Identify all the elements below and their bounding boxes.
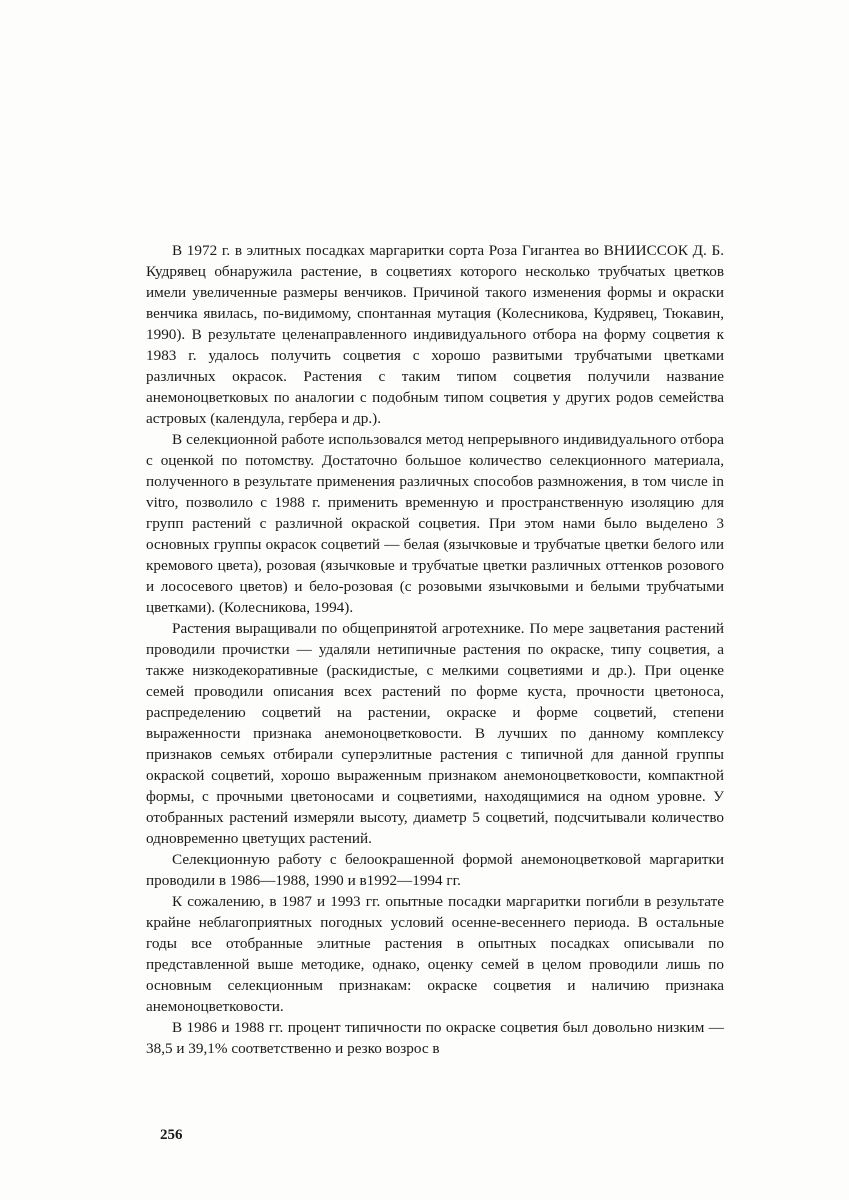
body-text bbox=[146, 240, 724, 1059]
paragraph-2: В селекционной работе использовался метод непрерывного индивидуального отбора с оценкой по потомству. Достаточно большое количество селекционного материала, полученного в результате применения различных способов размножения, в том числе in vitro, позволило с 1988 г. применить временную и пространственную изоляцию для групп растений с различной окраской соцветия. При этом нами было выделено 3 основных группы окрасок соцветий — белая (язычковые и трубчатые цветки белого или кремового цвета), розовая (язычковые и трубчатые цветки различных оттенков розового и лососевого цветов) и бело-розовая (с розовыми язычковыми и белыми трубчатыми цветками). (Колесникова, 1994). bbox=[146, 431, 724, 616]
paragraph-6: В 1986 и 1988 гг. процент типичности по окраске соцветия был довольно низким — 38,5 и 39,1% соответственно и резко возрос в bbox=[146, 1019, 724, 1057]
paragraph-1: В 1972 г. в элитных посадках маргаритки сорта Роза Гигантеа во ВНИИССОК Д. Б. Кудрявец обнаружила растение, в соцветиях которого несколько трубчатых цветков имели увеличенные размеры венчиков. Причиной такого изменения формы и окраски венчика явилась, по-видимому, спонтанная мутация (Колесникова, Кудрявец, Тюкавин, 1990). В результате целенаправленного индивидуального отбора на форму соцветия к 1983 г. удалось получить соцветия с хорошо развитыми трубчатыми цветками различных окрасок. Растения с таким типом соцветия получили название анемоноцветковых по аналогии с подобным типом соцветия у других родов семейства астровых (календула, гербера и др.). bbox=[146, 242, 724, 427]
paragraph-3: Растения выращивали по общепринятой агротехнике. По мере зацветания растений проводили прочистки — удаляли нетипичные растения по окраске, типу соцветия, а также низкодекоративные (раскидистые, с мелкими соцветиями и др.). При оценке семей проводили описания всех растений по форме куста, прочности цветоноса, распределению соцветий на растении, окраске и форме соцветий, степени выраженности признака анемоноцветковости. В лучших по данному комплексу признаков семьях отбирали суперэлитные растения с типичной для данной группы окраской соцветий, хорошо выраженным признаком анемоноцветковости, компактной формы, с прочными цветоносами и соцветиями, находящимися на одном уровне. У отобранных растений измеряли высоту, диаметр 5 соцветий, подсчитывали количество одновременно цветущих растений. bbox=[146, 620, 724, 847]
paragraph-5: К сожалению, в 1987 и 1993 гг. опытные посадки маргаритки погибли в результате крайне неблагоприятных погодных условий осенне-весеннего периода. В остальные годы все отобранные элитные растения в опытных посадках описывали по представленной выше методике, однако, оценку семей в целом проводили лишь по основным селекционным признакам: окраске соцветия и наличию признака анемоноцветковости. bbox=[146, 893, 724, 1015]
paragraph-4: Селекционную работу с белоокрашенной формой анемоноцветковой маргаритки проводили в 1986—1988, 1990 и в1992—1994 гг. bbox=[146, 851, 724, 889]
page-number: 256 bbox=[160, 1127, 183, 1143]
